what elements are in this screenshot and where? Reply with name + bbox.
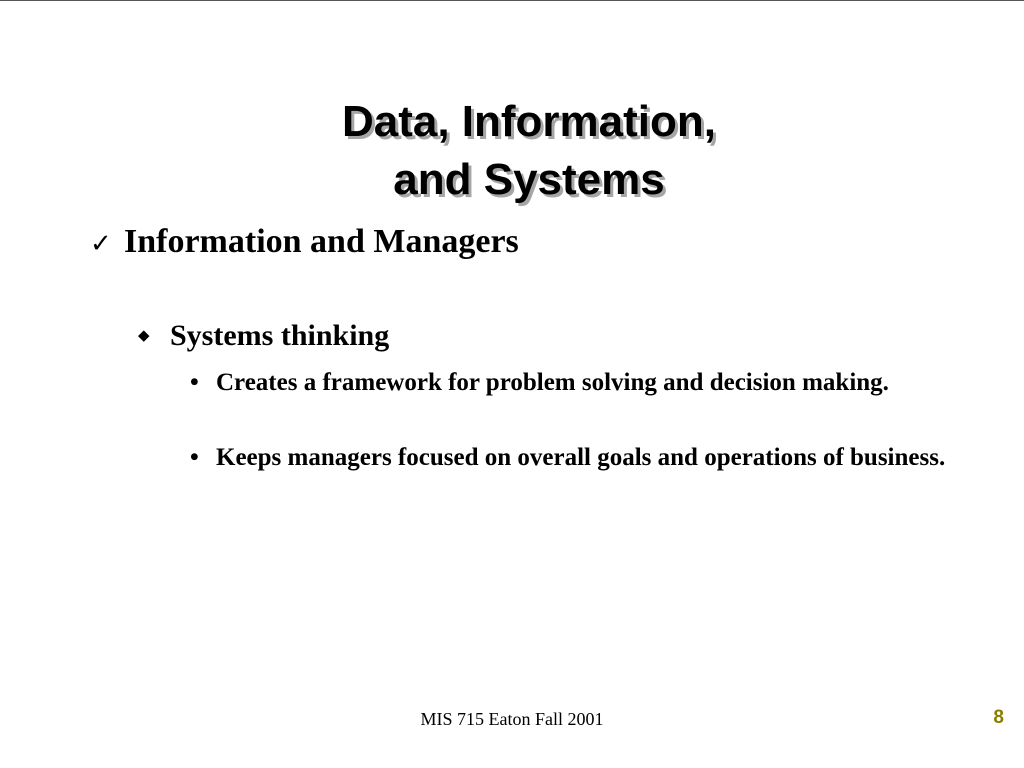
diamond-bullet-icon: ◆ [138,326,150,344]
bullet-level-3-text: Keeps managers focused on overall goals and operations of business. [216,444,946,471]
dot-bullet-icon: • [190,444,199,471]
bullet-level-2-text: Systems thinking [170,319,390,352]
slide-title [0,93,1024,209]
bullet-level-3-item [190,366,950,400]
page-number: 8 [993,707,1004,728]
slide-title-line-2: and Systems [393,155,665,204]
slide-footer: MIS 715 Eaton Fall 2001 [420,709,604,729]
bullet-level-3-text: Creates a framework for problem solving and decision making. [216,369,889,396]
slide-title-line-1: Data, Information, [341,97,717,146]
bullet-level-3-item [190,441,950,475]
bullet-level-1-text: Information and Managers [124,223,519,260]
checkmark-icon: ✓ [90,229,112,259]
bullet-level-2 [138,319,389,353]
dot-bullet-icon: • [190,369,199,396]
bullet-level-1 [90,223,519,261]
